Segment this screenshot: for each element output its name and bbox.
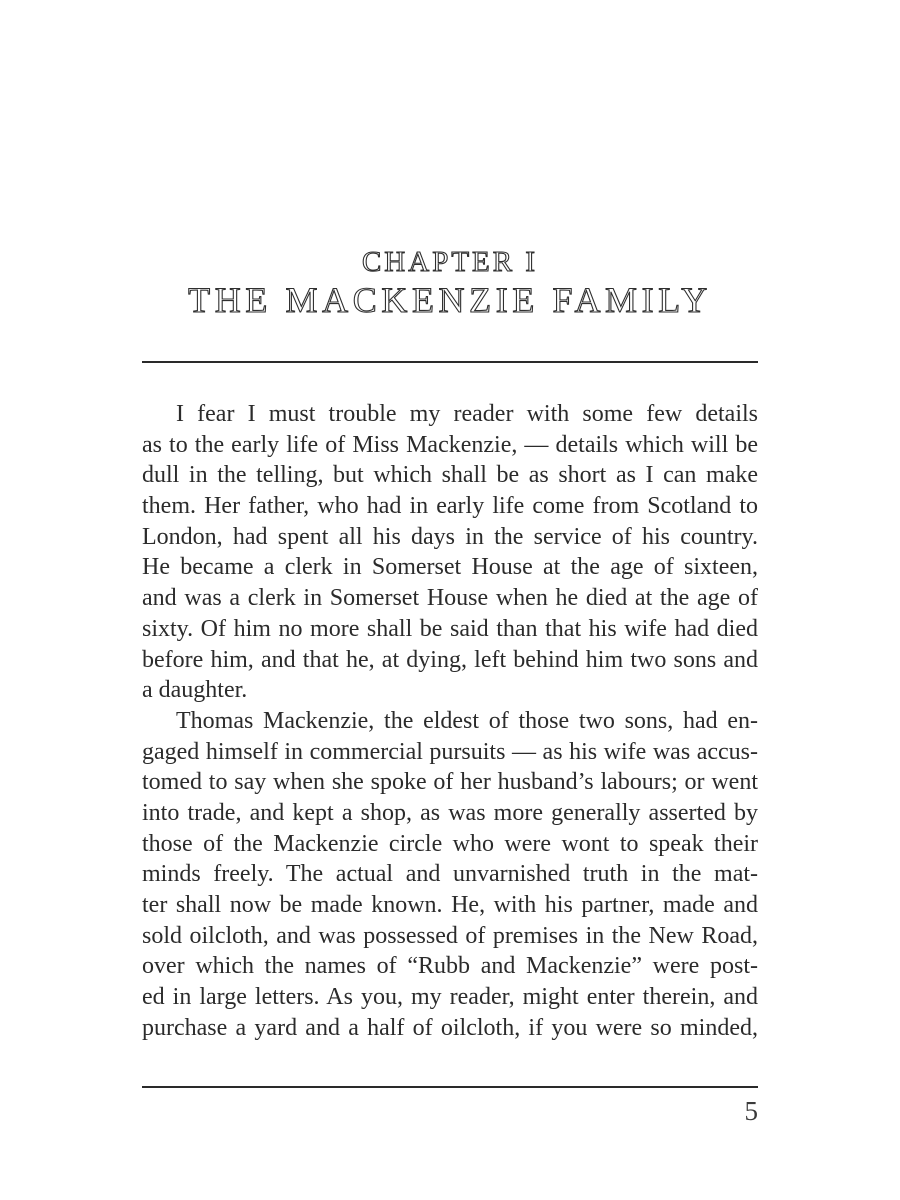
text-line: minds freely. The actual and unvarnished truth in the mat-: [142, 861, 758, 888]
text-line: sixty. Of him no more shall be said than that his wife had died: [142, 615, 758, 642]
chapter-title: THE MACKENZIE FAMILY: [188, 280, 712, 320]
text-line: into trade, and kept a shop, as was more generally asserted by: [142, 799, 758, 826]
paragraph: [142, 706, 758, 1044]
text-line: as to the early life of Miss Mackenzie, — details which will be: [142, 431, 758, 458]
text-line: sold oilcloth, and was possessed of premises in the New Road,: [142, 922, 758, 949]
bottom-divider: [142, 1086, 758, 1088]
text-line: over which the names of “Rubb and Mackenzie” were post-: [142, 953, 758, 980]
text-line: I fear I must trouble my reader with some few details: [176, 401, 758, 427]
text-line: ed in large letters. As you, my reader, might enter therein, and: [142, 984, 758, 1011]
page-number: 5: [744, 1096, 758, 1126]
text-line: gaged himself in commercial pursuits — as his wife was accus-: [142, 738, 758, 765]
text-line: those of the Mackenzie circle who were wont to speak their: [142, 830, 758, 857]
paragraph: [142, 399, 758, 706]
text-line: dull in the telling, but which shall be as short as I can make: [142, 462, 758, 489]
text-line: and was a clerk in Somerset House when he died at the age of: [142, 585, 758, 612]
text-line: ter shall now be made known. He, with his partner, made and: [142, 892, 758, 918]
text-line: before him, and that he, at dying, left behind him two sons and: [142, 646, 758, 673]
top-divider: [142, 361, 758, 363]
text-line: London, had spent all his days in the service of his country.: [142, 523, 758, 550]
text-line: them. Her father, who had in early life come from Scotland to: [142, 493, 758, 520]
text-line: purchase a yard and a half of oilcloth, if you were so minded,: [142, 1014, 758, 1041]
text-line: tomed to say when she spoke of her husband’s labours; or went: [142, 769, 758, 796]
text-line: Thomas Mackenzie, the eldest of those two sons, had en-: [176, 707, 758, 734]
text-line: a daughter.: [142, 677, 248, 704]
chapter-body: [142, 399, 758, 1043]
chapter-number: CHAPTER I: [361, 246, 539, 278]
text-line: He became a clerk in Somerset House at the age of sixteen,: [142, 554, 758, 581]
